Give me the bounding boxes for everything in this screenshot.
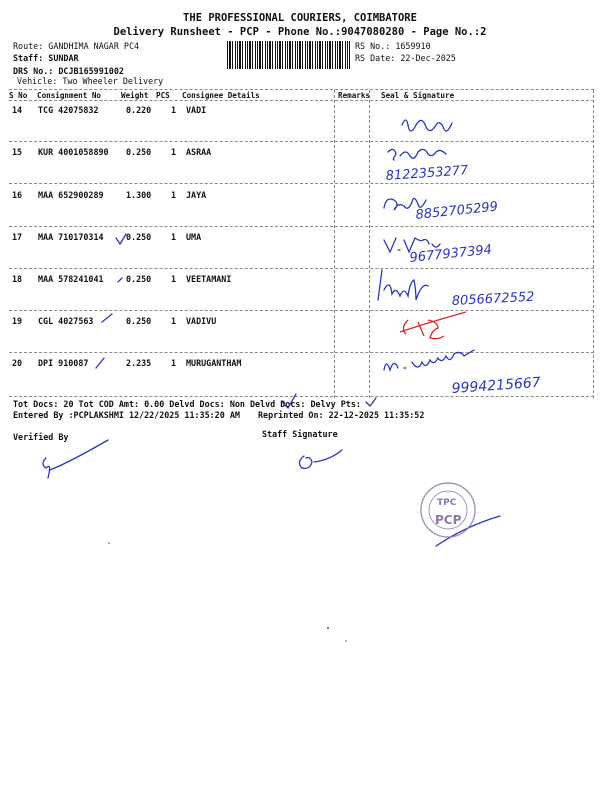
verified-signature <box>43 440 108 478</box>
pcp-stamp <box>421 483 475 537</box>
header-remarks: Remarks <box>338 91 371 100</box>
stamp-text-bottom: PCP <box>435 513 462 527</box>
header-consignee: Consignee Details <box>182 91 260 100</box>
tick-row-19 <box>102 314 112 322</box>
row-weight: 0.250 <box>126 232 152 242</box>
company-title: THE PROFESSIONAL COURIERS, COIMBATORE <box>183 12 417 24</box>
row-consignee: VADI <box>186 105 207 115</box>
rs-date: RS Date: 22-Dec-2025 <box>355 53 456 63</box>
handwritten-phone-20: 9994215667 <box>451 374 542 397</box>
row-consignment: DPI 910087 <box>38 358 89 368</box>
tick-delivered <box>282 394 296 408</box>
staff-signature-label: Staff Signature <box>262 429 338 439</box>
row-consignee: JAYA <box>186 190 207 200</box>
staff-label: Staff: SUNDAR <box>13 53 79 63</box>
handwritten-phone-15: 8122353277 <box>385 163 469 184</box>
row-pcs: 1 <box>171 105 177 115</box>
rs-number: RS No.: 1659910 <box>355 41 431 51</box>
row-consignment: KUR 4001058890 <box>38 147 109 157</box>
row-consignee: UMA <box>186 232 202 242</box>
runsheet-subtitle: Delivery Runsheet - PCP - Phone No.:9047080280 - Page No.:2 <box>113 26 487 38</box>
signature-row-20 <box>384 350 474 370</box>
row-pcs: 1 <box>171 316 177 326</box>
handwritten-phone-18: 8056672552 <box>451 289 535 309</box>
row-sno: 17 <box>12 232 23 242</box>
scan-speck <box>345 640 347 642</box>
row-weight: 0.220 <box>126 105 152 115</box>
row-consignment: TCG 42075832 <box>38 105 99 115</box>
row-consignee: VADIVU <box>186 316 217 326</box>
row-consignment: MAA 578241041 <box>38 274 104 284</box>
header-pcs: PCS <box>156 91 170 100</box>
verified-by-label: Verified By <box>13 432 69 442</box>
row-sno: 19 <box>12 316 23 326</box>
signature-row-14 <box>402 120 452 131</box>
row-weight: 0.250 <box>126 316 152 326</box>
tick-row-17 <box>116 234 126 244</box>
header-weight: Weight <box>121 91 149 100</box>
row-weight: 1.300 <box>126 190 152 200</box>
row-sno: 20 <box>12 358 23 368</box>
handwritten-phone-16: 8852705299 <box>414 199 499 223</box>
row-weight: 2.235 <box>126 358 152 368</box>
header-seal: Seal & Signature <box>381 91 455 100</box>
route-label: Route: GANDHIMA NAGAR PC4 <box>13 41 140 51</box>
drs-number: DRS No.: DCJB165991002 <box>13 66 124 76</box>
row-consignee: MURUGANTHAM <box>186 358 242 368</box>
row-pcs: 1 <box>171 274 177 284</box>
tick-row-18 <box>118 278 122 282</box>
scan-speck <box>327 627 329 629</box>
row-consignment: CGL 4027563 <box>38 316 94 326</box>
row-consignee: ASRAA <box>186 147 212 157</box>
tick-non-delivered <box>366 398 376 406</box>
row-weight: 0.250 <box>126 274 152 284</box>
tick-row-20 <box>96 358 104 368</box>
header-consignment: Consignment No <box>37 91 102 100</box>
red-mark-row-19 <box>400 312 466 339</box>
vehicle-label: Vehicle: Two Wheeler Delivery <box>17 76 164 86</box>
row-sno: 18 <box>12 274 23 284</box>
staff-signature <box>299 450 342 468</box>
row-sno: 15 <box>12 147 23 157</box>
scan-speck <box>108 542 110 544</box>
entered-by: Entered By :PCPLAKSHMI 12/22/2025 11:35:20 AM <box>13 410 240 420</box>
totals-line: Tot Docs: 20 Tot COD Amt: 0.00 Delvd Docs: Non Delvd Docs: Delvy Pts: <box>13 399 361 409</box>
row-consignment: MAA 652900289 <box>38 190 104 200</box>
row-pcs: 1 <box>171 232 177 242</box>
row-consignee: VEETAMANI <box>186 274 232 284</box>
row-sno: 14 <box>12 105 23 115</box>
row-weight: 0.250 <box>126 147 152 157</box>
row-sno: 16 <box>12 190 23 200</box>
row-pcs: 1 <box>171 358 177 368</box>
row-consignment: MAA 710170314 <box>38 232 104 242</box>
stamp-text-top: TPC <box>437 498 457 508</box>
signature-row-18 <box>378 270 428 300</box>
reprinted-on: Reprinted On: 22-12-2025 11:35:52 <box>258 410 425 420</box>
handwritten-phone-17: 9677937394 <box>408 242 493 266</box>
row-pcs: 1 <box>171 147 177 157</box>
header-sno: S No <box>9 91 28 100</box>
signature-row-15 <box>388 149 446 160</box>
row-pcs: 1 <box>171 190 177 200</box>
